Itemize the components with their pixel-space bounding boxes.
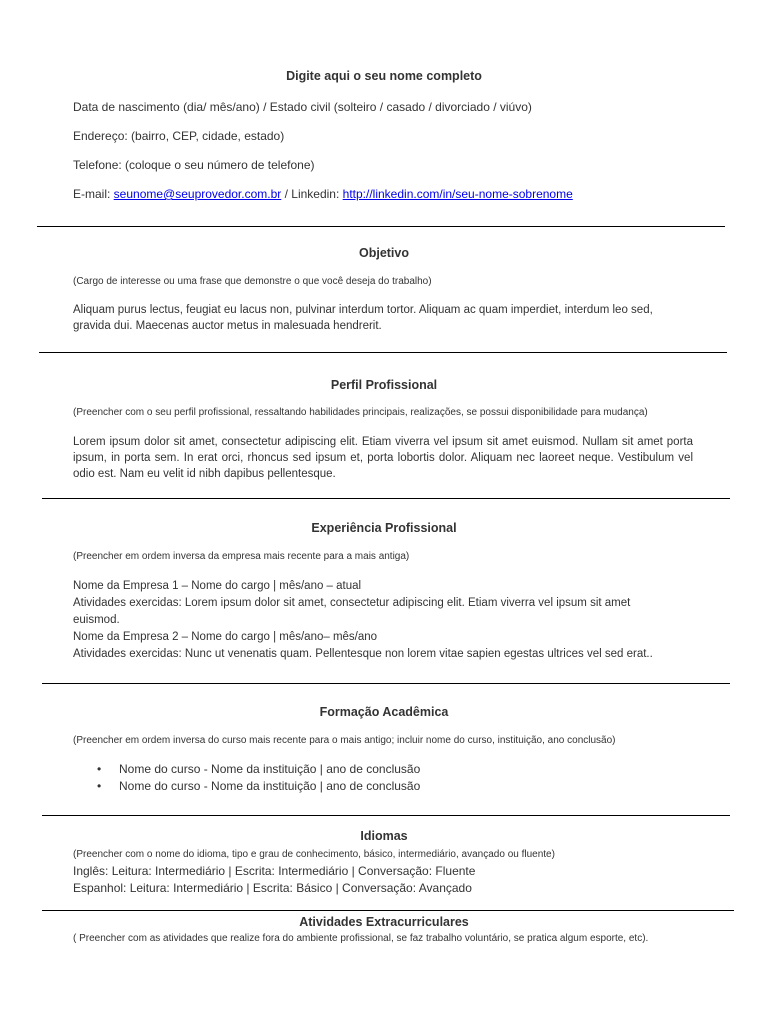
divider [42, 910, 734, 911]
contact-line [73, 187, 573, 201]
list-item [73, 778, 420, 795]
list-item [73, 761, 420, 778]
experience-note: (Preencher em ordem inversa da empresa mais recente para a mais antiga) [73, 551, 410, 562]
education-list [73, 761, 420, 795]
bullet-icon: • [97, 762, 102, 776]
email-label: E-mail: [73, 187, 114, 201]
linkedin-link[interactable]: http://linkedin.com/in/seu-nome-sobrenome [342, 187, 573, 201]
divider [42, 815, 730, 816]
languages-note: (Preencher com o nome do idioma, tipo e grau de conhecimento, básico, intermediário, avançado ou fluente) [73, 849, 555, 860]
language-item: Inglês: Leitura: Intermediário | Escrita: Intermediário | Conversação: Fluente [73, 864, 476, 878]
objective-heading: Objetivo [358, 246, 409, 260]
education-note: (Preencher em ordem inversa do curso mais recente para o mais antigo; incluir nome do curso, instituição, ano conclusão) [73, 735, 616, 746]
profile-heading: Perfil Profissional [330, 378, 438, 392]
experience-item: Atividades exercidas: Nunc ut venenatis quam. Pellentesque non lorem vitae sapien egestas ultrices vel sed erat.. [73, 648, 653, 660]
birth-marital-line: Data de nascimento (dia/ mês/ano) / Estado civil (solteiro / casado / divorciado / viúvo) [73, 100, 532, 114]
divider [42, 498, 730, 499]
objective-text: Aliquam purus lectus, feugiat eu lacus non, pulvinar interdum tortor. Aliquam ac quam imperdiet, interdum leo sed, gravida dui. Maecenas auctor metus in malesuada hendrerit. [73, 304, 653, 332]
experience-list [73, 578, 663, 663]
extracurricular-note: ( Preencher com as atividades que realize fora do ambiente profissional, se faz trabalho voluntário, se pratica algum esporte, etc). [73, 933, 649, 944]
experience-item: Atividades exercidas: Lorem ipsum dolor sit amet, consectetur adipiscing elit. Etiam viverra vel ipsum sit amet euismod. [73, 597, 631, 626]
extracurricular-heading: Atividades Extracurriculares [299, 915, 469, 929]
language-item: Espanhol: Leitura: Intermediário | Escrita: Básico | Conversação: Avançado [73, 881, 472, 895]
experience-item: Nome da Empresa 1 – Nome do cargo | mês/ano – atual [73, 580, 362, 592]
divider [39, 352, 727, 353]
experience-heading: Experiência Profissional [311, 521, 457, 535]
full-name-heading: Digite aqui o seu nome completo [286, 69, 482, 83]
objective-note: (Cargo de interesse ou uma frase que demonstre o que você deseja do trabalho) [73, 276, 432, 287]
address-line: Endereço: (bairro, CEP, cidade, estado) [73, 129, 285, 143]
phone-line: Telefone: (coloque o seu número de telefone) [73, 158, 315, 172]
divider [42, 683, 730, 684]
linkedin-label: / Linkedin: [281, 187, 343, 201]
education-heading: Formação Acadêmica [319, 705, 449, 719]
education-item: Nome do curso - Nome da instituição | ano de conclusão [119, 762, 421, 776]
languages-heading: Idiomas [360, 829, 408, 843]
experience-item: Nome da Empresa 2 – Nome do cargo | mês/ano– mês/ano [73, 631, 378, 643]
bullet-icon: • [97, 779, 102, 793]
profile-note: (Preencher com o seu perfil profissional, ressaltando habilidades principais, realizações, se possui disponibilidade para mudança) [73, 407, 648, 418]
email-link[interactable]: seunome@seuprovedor.com.br [113, 187, 282, 201]
divider [37, 226, 725, 227]
profile-text: Lorem ipsum dolor sit amet, consectetur adipiscing elit. Etiam viverra vel ipsum sit amet euismod. Nullam sit amet porta ipsum, in porta sem. In erat orci, rhoncus sed ipsum et, porta lobortis dolor. Aliquam nec laoreet neque. Vestibulum vel odio est. Nam eu velit id nibh dapibus pellentesque. [73, 436, 693, 480]
education-item: Nome do curso - Nome da instituição | ano de conclusão [119, 779, 421, 793]
